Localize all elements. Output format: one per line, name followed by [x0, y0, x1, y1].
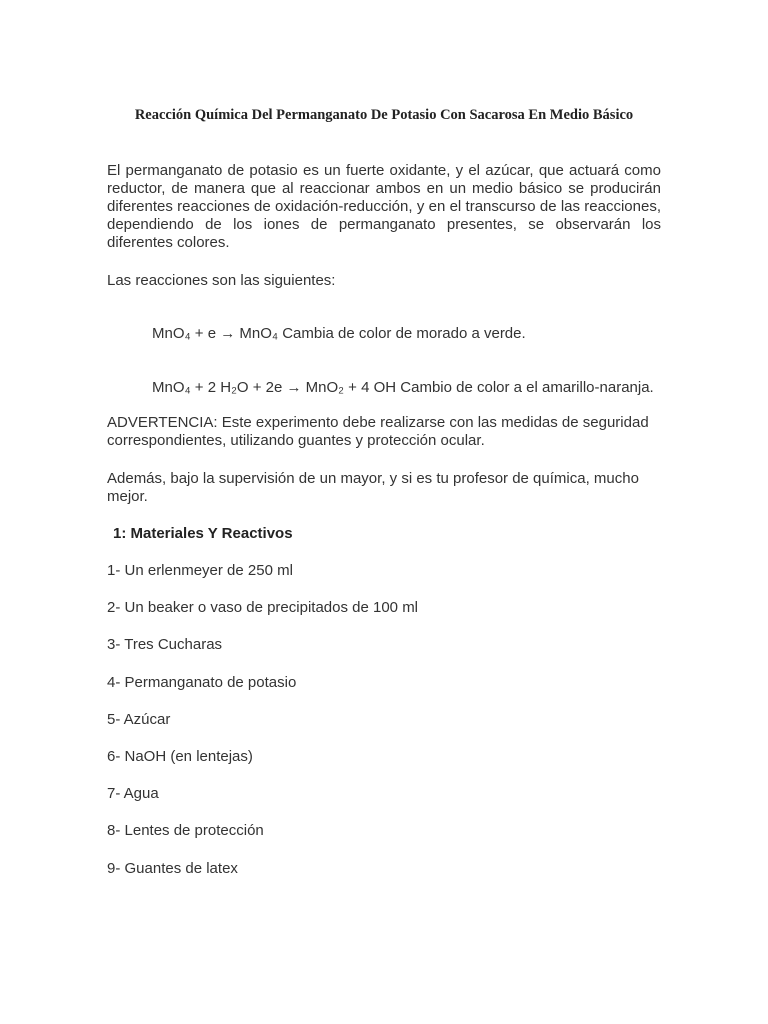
list-item: 7- Agua [107, 785, 159, 803]
warning-paragraph: ADVERTENCIA: Este experimento debe realizarse con las medidas de seguridad correspondientes, utilizando guantes y protección ocular. [107, 414, 649, 449]
list-item: 2- Un beaker o vaso de precipitados de 100 ml [107, 599, 419, 617]
document-title: Reacción Química Del Permanganato De Potasio Con Sacarosa En Medio Básico [134, 107, 634, 123]
list-item: 9- Guantes de latex [107, 859, 238, 877]
supervision-paragraph: Además, bajo la supervisión de un mayor, y si es tu profesor de química, mucho mejor. [107, 470, 639, 505]
intro-paragraph: El permanganato de potasio es un fuerte oxidante, y el azúcar, que actuará como reductor, de manera que al reaccionar ambos en un medio básico se producirán diferentes reacciones de oxidación-reducción, y en el transcurso de las reacciones, dependiendo de los iones de permanganato presentes, se observarán los diferentes colores. [107, 162, 661, 251]
list-item: 8- Lentes de protección [107, 822, 264, 840]
list-item: 3- Tres Cucharas [107, 636, 223, 654]
list-item: 6- NaOH (en lentejas) [107, 747, 253, 765]
section-heading-materials: 1: Materiales Y Reactivos [113, 525, 293, 542]
materials-list [107, 562, 418, 897]
equation-2: MnO₄ + 2 H₂O + 2e → MnO₂ + 4 OH Cambio de color a el amarillo-naranja. [152, 379, 654, 396]
reactions-intro: Las reacciones son las siguientes: [107, 272, 336, 289]
list-item: 1- Un erlenmeyer de 250 ml [107, 562, 293, 579]
equation-1: MnO₄ + e → MnO₄ Cambia de color de morado a verde. [152, 325, 526, 342]
list-item: 5- Azúcar [107, 710, 171, 728]
list-item: 4- Permanganato de potasio [107, 673, 297, 691]
